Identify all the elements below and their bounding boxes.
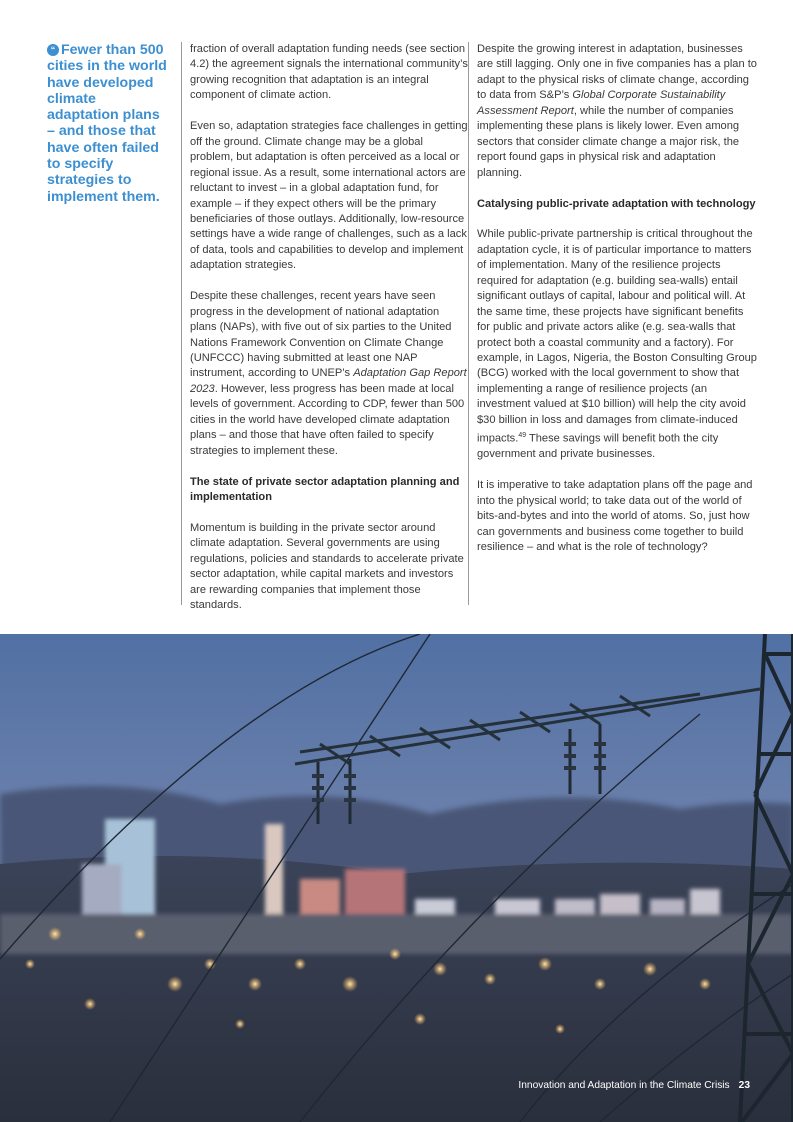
paragraph: Despite the growing interest in adaptation, businesses are still lagging. Only one in five companies has a plan to adapt to the physical risks of climate change, according to data from S&P’s Global Corporate Sustainability Assessment Report, while the number of companies implementing these plans is likely lower. Even among sectors that consider climate change a major risk, the report found gaps in physical risk and adaptation planning. <box>477 43 757 179</box>
section-heading: The state of private sector adaptation planning and implementation <box>190 475 460 504</box>
paragraph: Momentum is building in the private sector around climate adaptation. Several governments are using regulations, policies and standards to accelerate private sector adaptation, while capital markets and investors are rewarding companies that implement those standards. <box>190 521 464 612</box>
text-column-1 <box>181 42 468 612</box>
paragraph: It is imperative to take adaptation plans off the page and into the physical world; to take data out of the world of bits-and-bytes and into the world of atoms. So, just how can governments and business come together to build resilience – and what is the role of technology? <box>477 479 753 554</box>
footer-title: Innovation and Adaptation in the Climate Crisis <box>518 1080 730 1091</box>
page-footer <box>518 1080 750 1091</box>
photo-illustration <box>0 634 793 1122</box>
text-column-2 <box>468 42 759 605</box>
paragraph: Even so, adaptation strategies face challenges in getting off the ground. Climate change may be a global problem, but adaptation is often perceived as a local or regional issue. As a result, some international actors are reluctant to invest – in a global adaptation fund, for example – if they expect others will be the primary beneficiaries of those outlays. Additionally, low-resource settings have a wide range of challenges, such as a lack of data, tools and capabilities to develop and implement adaptation strategies. <box>190 120 468 272</box>
section-heading: Catalysing public-private adaptation with technology <box>477 197 756 210</box>
pull-quote-text: Fewer than 500 cities in the world have developed climate adaptation plans – and those that have often failed to specify strategies to implement them. <box>47 42 167 205</box>
paragraph: Despite these challenges, recent years have seen progress in the development of national adaptation plans (NAPs), with five out of six parties to the United Nations Framework Convention on Climate Change (UNFCCC) having submitted at least one NAP instrument, according to UNEP’s Adaptation Gap Report 2023. However, less progress has been made at local levels of government. According to CDP, fewer than 500 cities in the world have developed climate adaptation plans – and those that have often failed to specify strategies to implement these. <box>190 290 467 457</box>
paragraph: While public-private partnership is critical throughout the adaptation cycle, it is of particular importance to matters of implementation. Many of the resilience projects required for adaptation (e.g. building sea-walls) entail significant outlays of capital, labour and political will. At the same time, these projects have significant benefits for public and private actors alike (e.g. sea-walls that protect both a coastal community and a factory). For example, in Lagos, Nigeria, the Boston Consulting Group (BCG) worked with the local government to show that implementing a range of resilience projects (an investment valued at $10 billion) will help the city avoid $30 billion in loss and damages from climate-induced impacts.$^{49}$ These savings will benefit both the city government and private businesses. <box>477 228 757 461</box>
quote-icon: “ <box>47 44 59 56</box>
footnote-ref: 49 <box>518 432 527 440</box>
paragraph: fraction of overall adaptation funding needs (see section 4.2) the agreement signals the international community’s growing recognition that adaptation is an integral component of climate action. <box>190 43 468 102</box>
page-number: 23 <box>738 1080 750 1091</box>
pull-quote <box>47 42 169 205</box>
power-lines-city-photo <box>0 634 793 1122</box>
